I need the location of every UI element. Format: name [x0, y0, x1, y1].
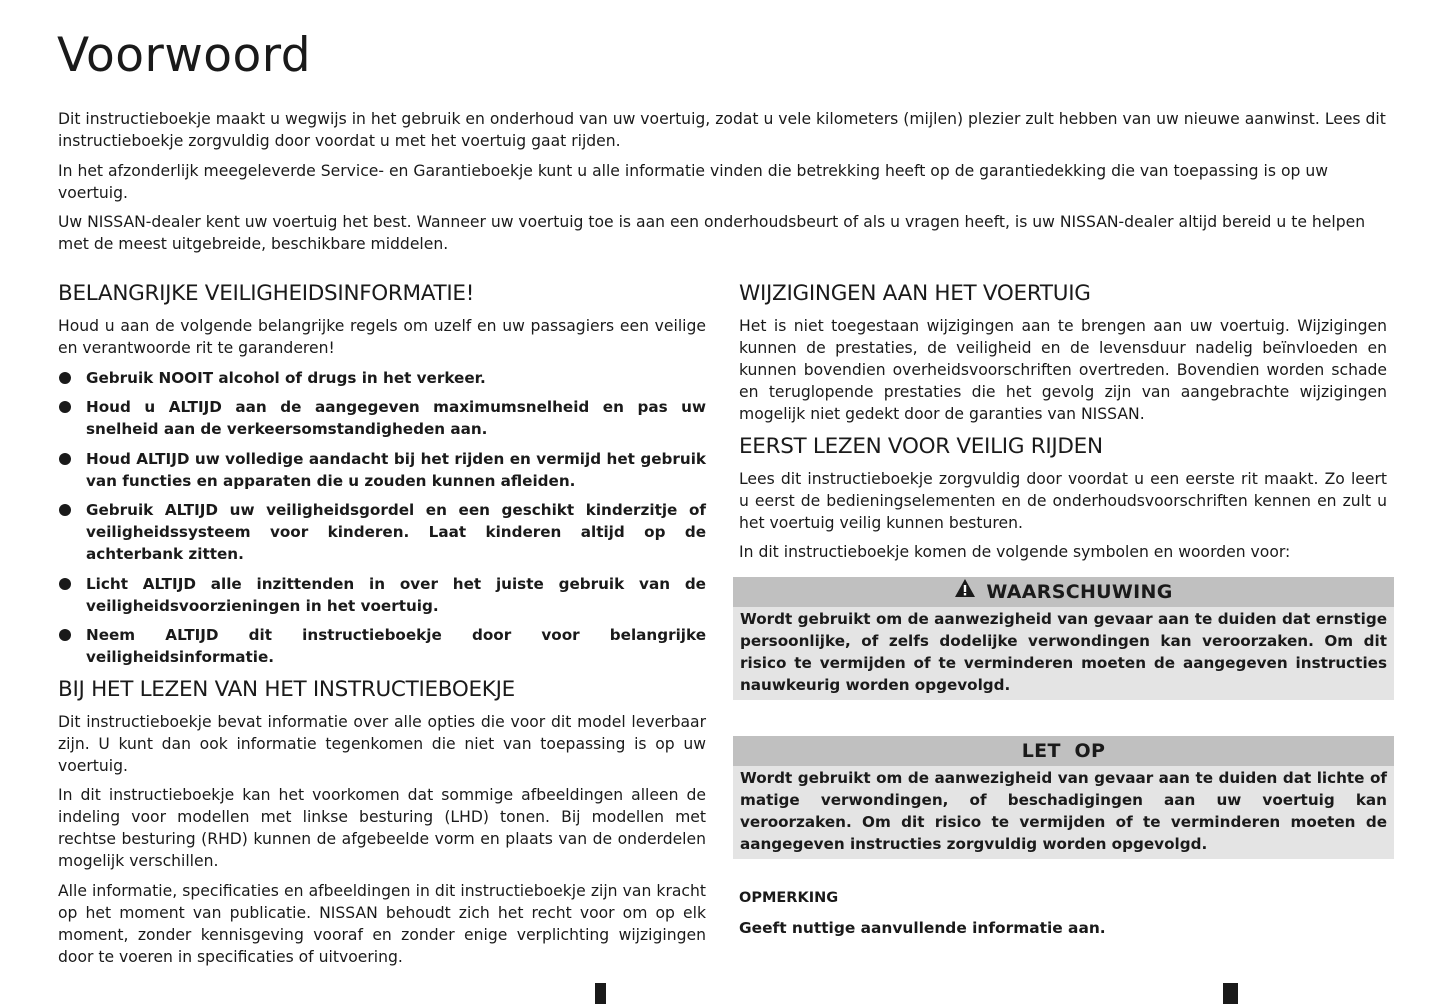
note-label: OPMERKING [739, 890, 839, 906]
reading-paragraph: In dit instructieboekje kan het voorkomen dat sommige afbeeldingen alleen de indeling voor modellen met linkse besturing (LHD) tonen. Bij modellen met rechtse besturing (RHD) kunnen de afgebeelde vorm en plaats van de onderdelen mogelijk verschillen. [58, 786, 706, 870]
intro-paragraph: Dit instructieboekje maakt u wegwijs in het gebruik en onderhoud van uw voertuig, zodat u vele kilometers (mijlen) plezier zult hebben van uw nieuwe aanwinst. Lees dit instructieboekje zorgvuldig door voordat u met het voertuig gaat rijden. [58, 110, 1386, 150]
safety-bullet [58, 448, 706, 492]
note-section [739, 888, 1106, 939]
intro-paragraph: In het afzonderlijk meegeleverde Service- en Garantieboekje kunt u alle informatie vinden die betrekking heeft op de garantiedekking die van toepassing is op uw voertuig. [58, 161, 1328, 202]
warning-label: WAARSCHUWING [986, 581, 1173, 603]
bullet-icon [59, 453, 71, 465]
safety-bullet [58, 396, 706, 440]
caution-header [733, 736, 1394, 766]
read-first-paragraph: In dit instructieboekje komen de volgende symbolen en woorden voor: [739, 543, 1291, 561]
caution-box [733, 736, 1394, 859]
bullet-text: Gebruik ALTIJD uw veiligheidsgordel en een geschikt kinderzitje of veiligheidssysteem voor kinderen. Laat kinderen altijd op de achterbank zitten. [86, 501, 706, 563]
read-first-heading: EERST LEZEN VOOR VEILIG RIJDEN [739, 433, 1103, 459]
warning-triangle-icon [954, 577, 976, 607]
bullet-icon [59, 401, 71, 413]
safety-bullet [58, 499, 706, 565]
page-title: Voorwoord [57, 28, 312, 83]
page-edge-marker [595, 983, 606, 1004]
reading-paragraph: Alle informatie, specificaties en afbeeldingen in dit instructieboekje zijn van kracht op het moment van publicatie. NISSAN behoudt zich het recht voor om op elk moment, zonder kennisgeving vooraf en zonder enige verplichting wijzigingen door te voeren in specificaties of uitvoering. [58, 881, 706, 966]
safety-bullet [58, 624, 706, 668]
bullet-text: Houd ALTIJD uw volledige aandacht bij het rijden en vermijd het gebruik van functies en apparaten die u zouden kunnen afleiden. [86, 449, 706, 490]
bullet-icon [59, 629, 71, 641]
left-column [58, 280, 706, 975]
caution-text: Wordt gebruikt om de aanwezigheid van gevaar aan te duiden dat lichte of matige verwondingen, of beschadigingen aan uw voertuig kan veroorzaken. Om dit risico te vermijden of te verminderen moeten de aangegeven instructies zorgvuldig worden opgevolgd. [740, 769, 1387, 853]
warning-header [733, 577, 1394, 607]
reading-paragraph: Dit instructieboekje bevat informatie over alle opties die voor dit model leverbaar zijn. U kunt dan ook informatie tegenkomen die niet van toepassing is op uw voertuig. [58, 712, 706, 775]
safety-bullet [58, 367, 706, 389]
page-edge-marker [1223, 983, 1238, 1004]
note-text: Geeft nuttige aanvullende informatie aan. [739, 919, 1106, 937]
reading-heading: BIJ HET LEZEN VAN HET INSTRUCTIEBOEKJE [58, 676, 515, 702]
bullet-icon [59, 372, 71, 384]
warning-text: Wordt gebruikt om de aanwezigheid van gevaar aan te duiden dat ernstige persoonlijke, of zelfs dodelijke verwondingen kan veroorzaken. Om dit risico te vermijden of te verminderen moeten de aangegeven instructies nauwkeurig worden opgevolgd. [740, 610, 1387, 694]
warning-box [733, 577, 1394, 700]
safety-heading: BELANGRIJKE VEILIGHEIDSINFORMATIE! [58, 281, 475, 306]
bullet-text: Neem ALTIJD dit instructieboekje door voor belangrijke veiligheidsinformatie. [86, 626, 706, 666]
safety-bullet-list [58, 367, 706, 669]
modifications-text: Het is niet toegestaan wijzigingen aan te brengen aan uw voertuig. Wijzigingen kunnen de prestaties, de veiligheid en de levensduur nadelig beïnvloeden en kunnen bovendien overheidsvoorschriften overtreden. Bovendien worden schade en teruglopende prestaties die het gevolg zijn van aangebrachte wijzigingen mogelijk niet gedekt door de garanties van NISSAN. [739, 317, 1387, 423]
bullet-icon [59, 504, 71, 516]
bullet-text: Houd u ALTIJD aan de aangegeven maximumsnelheid en pas uw snelheid aan de verkeersomstandigheden aan. [86, 398, 706, 438]
safety-intro: Houd u aan de volgende belangrijke regels om uzelf en uw passagiers een veilige en verantwoorde rit te garanderen! [58, 317, 706, 357]
intro-section [58, 108, 1388, 263]
bullet-text: Licht ALTIJD alle inzittenden in over het juiste gebruik van de veiligheidsvoorzieningen in het voertuig. [86, 574, 706, 615]
caution-label: LET OP [1021, 740, 1106, 762]
intro-paragraph: Uw NISSAN-dealer kent uw voertuig het best. Wanneer uw voertuig toe is aan een onderhoudsbeurt of als u vragen heeft, is uw NISSAN-dealer altijd bereid u te helpen met de meest uitgebreide, beschikbare middelen. [58, 213, 1366, 253]
safety-bullet [58, 573, 706, 617]
read-first-paragraph: Lees dit instructieboekje zorgvuldig door voordat u een eerste rit maakt. Zo leert u eerst de bedieningselementen en de onderhoudsvoorschriften kennen en zult u het voertuig veilig kunnen besturen. [739, 469, 1387, 532]
bullet-icon [59, 578, 71, 590]
right-column [739, 280, 1387, 571]
modifications-heading: WIJZIGINGEN AAN HET VOERTUIG [739, 281, 1091, 306]
bullet-text: Gebruik NOOIT alcohol of drugs in het verkeer. [86, 368, 486, 387]
